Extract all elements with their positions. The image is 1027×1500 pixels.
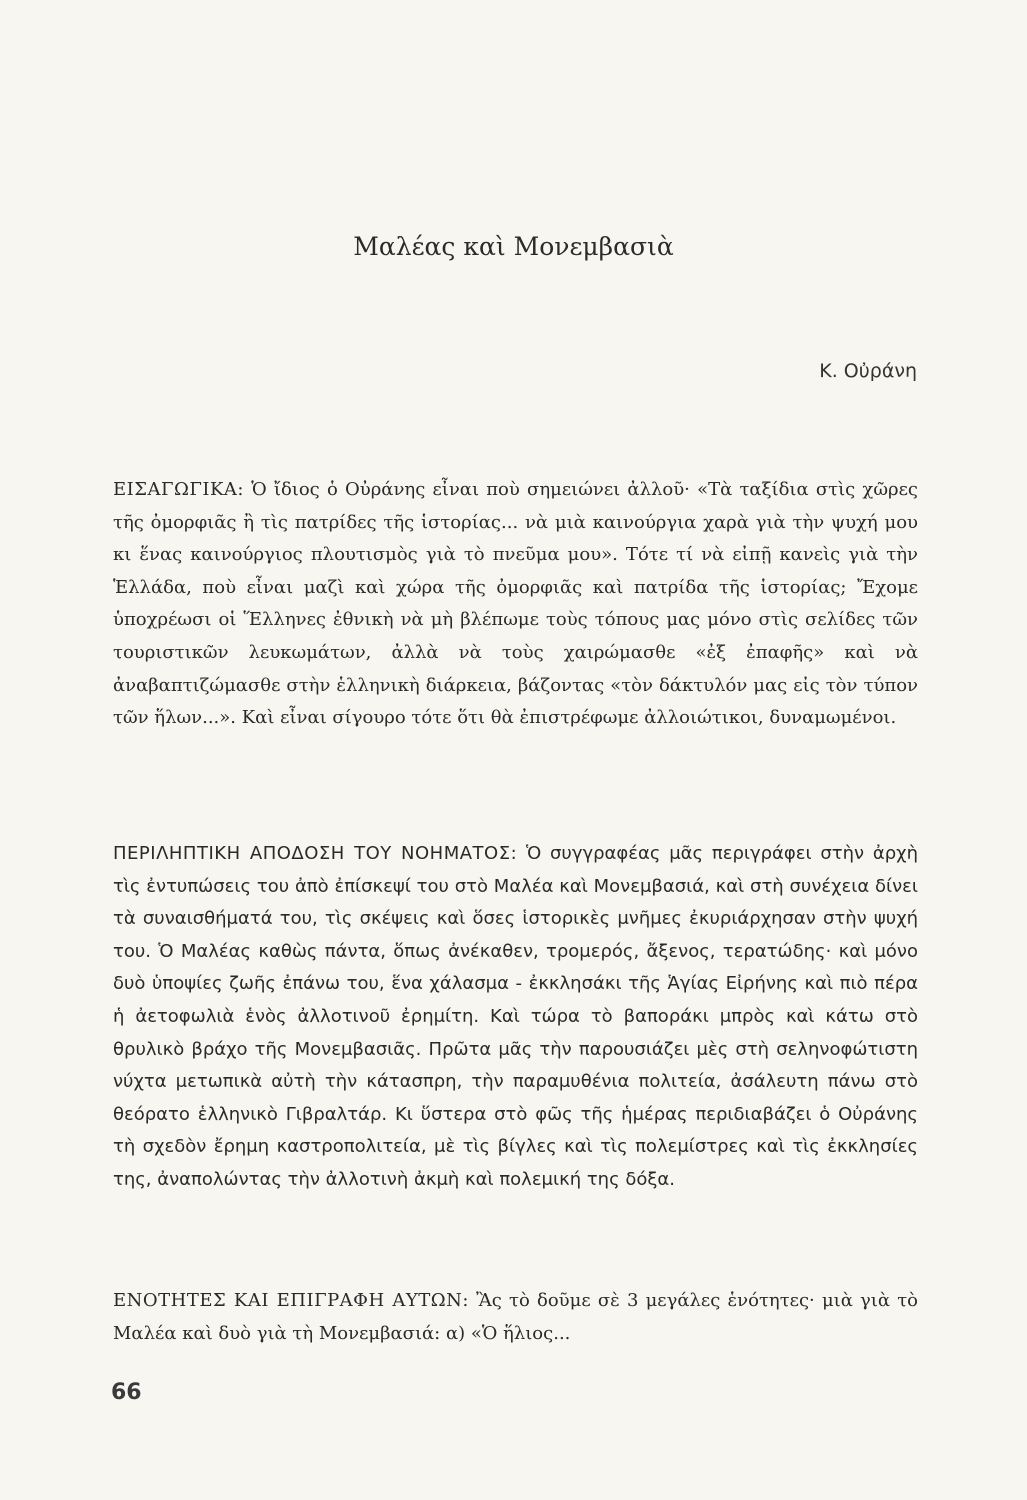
summary-paragraph (113, 838, 918, 1197)
intro-text: Ὁ ἴδιος ὁ Οὐράνης εἶναι ποὺ σημειώνει ἀλλοῦ· «Τὰ ταξίδια στὶς χῶρες τῆς ὀμορφιᾶς ἢ τὶς πατρίδες τῆς ἱστορίας... νὰ μιὰ καινούργια χαρὰ γιὰ τὴν ψυχή μου κι ἕνας καινούργιος πλουτισμὸς γιὰ τὸ πνεῦμα μου». Τότε τί νὰ εἰπῇ κανεὶς γιὰ τὴν Ἑλλάδα, ποὺ εἶναι μαζὶ καὶ χώρα τῆς ὀμορφιᾶς καὶ πατρίδα τῆς ἱστορίας; Ἔχομε ὑποχρέωσι οἱ Ἕλληνες ἐθνικὴ νὰ μὴ βλέπωμε τοὺς τόπους μας μόνο στὶς σελίδες τῶν τουριστικῶν λευκωμάτων, ἀλλὰ νὰ τοὺς χαιρώμασθε «ἐξ ἐπαφῆς» καὶ νὰ ἀναβαπτιζώμασθε στὴν ἑλληνικὴ διάρκεια, βάζοντας «τὸν δάκτυλόν μας εἰς τὸν τύπον τῶν ἥλων...». Καὶ εἶναι σίγουρο τότε ὅτι θὰ ἐπιστρέφωμε ἀλλοιώτικοι, δυναμωμένοι. (113, 479, 918, 729)
units-label: ΕΝΟΤΗΤΕΣ ΚΑΙ ΕΠΙΓΡΑΦΗ ΑΥΤΩΝ: (113, 1290, 469, 1311)
page-number: 66 (111, 1380, 142, 1405)
author-name: Κ. Οὐράνη (819, 360, 917, 382)
summary-text: Ὁ συγγραφέας μᾶς περιγράφει στὴν ἀρχὴ τὶς ἐντυπώσεις του ἀπὸ ἐπίσκεψί του στὸ Μαλέα καὶ Μονεμβασιά, καὶ στὴ συνέχεια δίνει τὰ συναισθήματά του, τὶς σκέψεις καὶ ὅσες ἱστορικὲς μνῆμες ἐκυριάρχησαν στὴν ψυχή του. Ὁ Μαλέας καθὼς πάντα, ὅπως ἀνέκαθεν, τρομερός, ἄξενος, τερατώδης· καὶ μόνο δυὸ ὑποψίες ζωῆς ἐπάνω του, ἕνα χάλασμα - ἐκκλησάκι τῆς Ἁγίας Εἰρήνης καὶ πιὸ πέρα ἡ ἀετοφωλιὰ ἑνὸς ἀλλοτινοῦ ἐρημίτη. Καὶ τώρα τὸ βαποράκι μπρὸς καὶ κάτω στὸ θρυλικὸ βράχο τῆς Μονεμβασιᾶς. Πρῶτα μᾶς τὴν παρουσιάζει μὲς στὴ σεληνοφώτιστη νύχτα μετωπικὰ αὐτὴ τὴν κάτασπρη, τὴν παραμυθένια πολιτεία, ἀσάλευτη πάνω στὸ θεόρατο ἑλληνικὸ Γιβραλτάρ. Κι ὕστερα στὸ φῶς τῆς ἡμέρας περιδιαβάζει ὁ Οὐράνης τὴ σχεδὸν ἔρημη καστροπολιτεία, μὲ τὶς βίγλες καὶ τὶς πολεμίστρες καὶ τὶς ἐκκλησίες της, ἀναπολώντας τὴν ἀλλοτινὴ ἀκμὴ καὶ πολεμική της δόξα. (113, 843, 918, 1190)
intro-label: ΕΙΣΑΓΩΓΙΚΑ: (113, 479, 244, 500)
units-paragraph (113, 1285, 918, 1350)
units-text: Ἂς τὸ δοῦμε σὲ 3 μεγάλες ἑνότητες· μιὰ γιὰ τὸ Μαλέα καὶ δυὸ γιὰ τὴ Μονεμβασιά: α) «Ὁ ἥλιος... (113, 1290, 918, 1344)
page-title: Μαλέας καὶ Μονεμβασιὰ (353, 232, 674, 261)
intro-paragraph (113, 474, 918, 735)
summary-label: ΠΕΡΙΛΗΠΤΙΚΗ ΑΠΟΔΟΣΗ ΤΟΥ ΝΟΗΜΑΤΟΣ: (113, 843, 518, 864)
